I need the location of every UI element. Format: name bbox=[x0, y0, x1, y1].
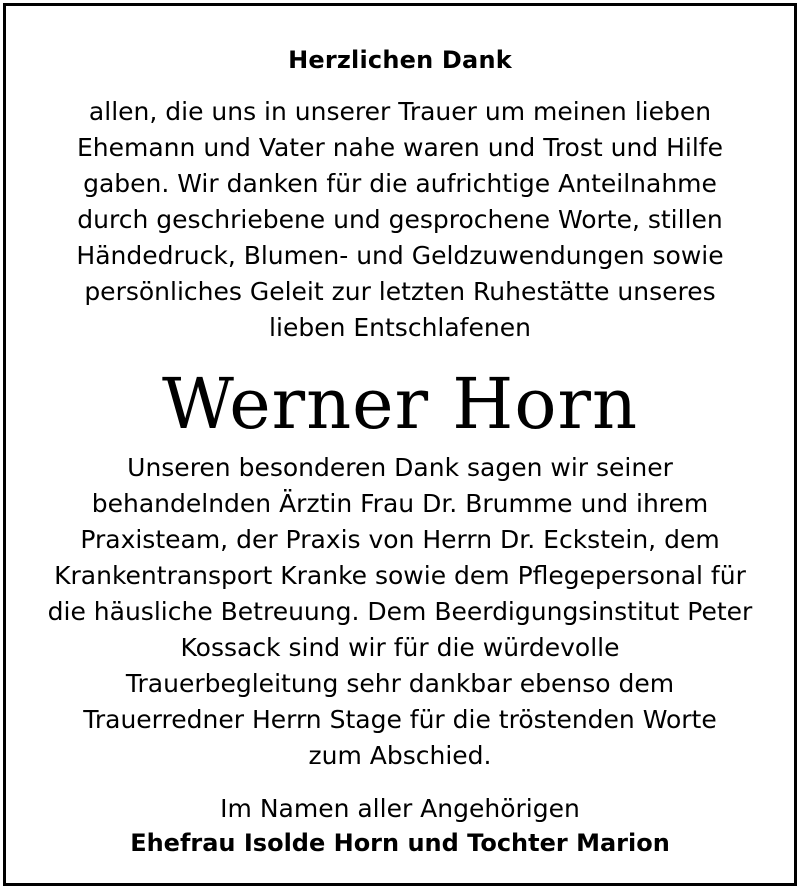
intro-line: gaben. Wir danken für die aufrichtige Anteilnahme bbox=[83, 169, 717, 198]
thanks-line: behandelnden Ärztin Frau Dr. Brumme und ihrem bbox=[91, 489, 709, 518]
intro-paragraph bbox=[6, 94, 794, 346]
thanks-line: Praxisteam, der Praxis von Herrn Dr. Eckstein, dem bbox=[80, 525, 720, 554]
intro-line: Ehemann und Vater nahe waren und Trost und Hilfe bbox=[76, 133, 723, 162]
signers-line: Ehefrau Isolde Horn und Tochter Marion bbox=[130, 829, 670, 857]
thanks-line: die häusliche Betreuung. Dem Beerdigungsinstitut Peter bbox=[47, 597, 753, 626]
intro-line: durch geschriebene und gesprochene Worte, stillen bbox=[77, 205, 723, 234]
intro-line: persönliches Geleit zur letzten Ruhestätte unseres bbox=[84, 277, 716, 306]
thanks-line: Trauerredner Herrn Stage für die tröstenden Worte bbox=[83, 705, 717, 734]
thanks-line: Krankentransport Kranke sowie dem Pflegepersonal für bbox=[54, 561, 746, 590]
thanks-line: Unseren besonderen Dank sagen wir seiner bbox=[127, 453, 673, 482]
notice-heading: Herzlichen Dank bbox=[288, 46, 512, 74]
intro-line: Händedruck, Blumen- und Geldzuwendungen sowie bbox=[76, 241, 724, 270]
thanks-line: zum Abschied. bbox=[308, 741, 492, 770]
thanks-line: Kossack sind wir für die würdevolle bbox=[180, 633, 620, 662]
thanks-line: Trauerbegleitung sehr dankbar ebenso dem bbox=[125, 669, 675, 698]
intro-line: lieben Entschlafenen bbox=[269, 313, 531, 342]
thanks-paragraph bbox=[6, 450, 794, 774]
notice-border bbox=[3, 3, 797, 886]
intro-line: allen, die uns in unserer Trauer um meinen lieben bbox=[88, 97, 712, 126]
deceased-name: Werner Horn bbox=[161, 363, 639, 445]
closing-line: Im Namen aller Angehörigen bbox=[220, 794, 580, 823]
